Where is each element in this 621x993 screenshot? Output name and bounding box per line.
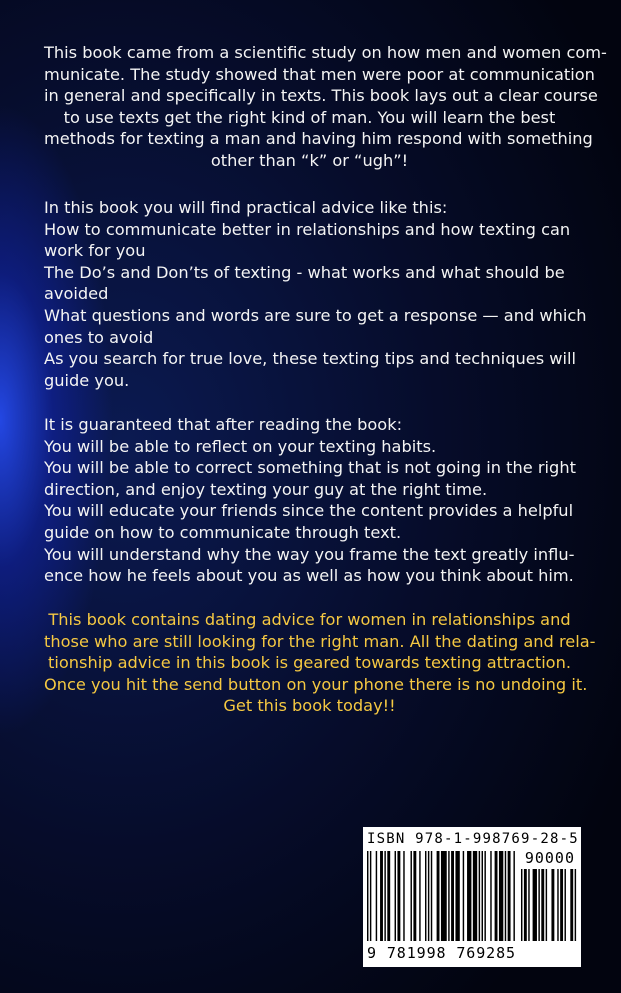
closing-line: This book contains dating advice for women in relationships and — [48, 610, 571, 629]
intro-line: municate. The study showed that men were poor at communication — [44, 64, 595, 84]
barcode-bar — [387, 851, 390, 941]
advice-item: The Do’s and Don’ts of texting - what works and what should be — [44, 262, 565, 282]
barcode-bar — [437, 851, 440, 941]
barcode-bar — [546, 869, 547, 941]
barcode-bar — [479, 851, 480, 941]
barcode-bar — [508, 851, 511, 941]
barcode-bar — [413, 851, 416, 941]
barcode-bar — [403, 851, 404, 941]
barcode-bar — [482, 851, 483, 941]
barcode-bar — [367, 851, 368, 941]
barcode-bar — [490, 851, 491, 941]
barcode-bar — [524, 869, 527, 941]
barcode-bar — [513, 851, 514, 941]
barcode-bar — [419, 851, 420, 941]
closing-line: Once you hit the send button on your phone there is no undoing it. — [44, 674, 588, 694]
barcode-bar — [428, 851, 429, 941]
barcode-bar — [384, 851, 385, 941]
barcode-bar — [463, 851, 464, 941]
barcode-bar — [570, 869, 573, 941]
barcode-bar — [431, 851, 432, 941]
barcode-bar — [455, 851, 459, 941]
barcode-bar — [528, 869, 529, 941]
barcode-bar — [370, 851, 371, 941]
closing-line: tionship advice in this book is geared towards texting attraction. — [48, 653, 571, 673]
guarantee-heading: It is guaranteed that after reading the book: — [44, 415, 403, 434]
barcode-bar — [473, 851, 477, 941]
intro-line: methods for texting a man and having him respond with something — [44, 129, 593, 149]
barcode-bar — [499, 851, 503, 941]
barcode-bar — [441, 851, 447, 941]
barcode-bar — [451, 851, 454, 941]
intro-line: other than “k” or “ugh”! — [210, 150, 409, 170]
barcode-bar — [411, 851, 412, 941]
price-code: 90000 — [524, 849, 575, 867]
barcode-bar — [557, 869, 558, 941]
barcode-bar — [541, 869, 544, 941]
price-barcode-bars — [521, 869, 577, 943]
barcode-bar — [397, 851, 400, 941]
guarantee-item: You will educate your friends since the content provides a helpful — [44, 501, 574, 521]
guarantee-item: direction, and enjoy texting your guy at the right time. — [44, 479, 488, 499]
barcode-bar — [538, 869, 539, 941]
advice-item: avoided — [44, 284, 109, 304]
intro-line: This book came from a scientific study on how men and women com- — [44, 43, 607, 62]
barcode-bar — [533, 869, 537, 941]
barcode-bar — [575, 869, 576, 941]
barcode-bar — [505, 851, 506, 941]
ean-barcode-bars — [367, 851, 517, 943]
advice-item: As you search for true love, these texting tips and techniques will — [44, 349, 577, 369]
barcode-bar — [495, 851, 498, 941]
intro-paragraph — [44, 42, 607, 172]
advice-heading: In this book you will find practical advice like this: — [44, 198, 448, 217]
intro-line: in general and specifically in texts. This book lays out a clear course — [44, 86, 598, 106]
guarantee-item: ence how he feels about you as well as how you think about him. — [44, 566, 574, 586]
advice-item: How to communicate better in relationships and how texting can — [44, 219, 571, 239]
intro-line: to use texts get the right kind of man. You will learn the best — [63, 107, 556, 127]
ean-digits: 9 781998 769285 — [367, 944, 516, 962]
barcode-bar — [560, 869, 563, 941]
closing-line: those who are still looking for the right man. All the dating and rela- — [44, 631, 596, 651]
guarantee-item: You will be able to correct something that is not going in the right — [44, 458, 576, 478]
barcode-bar — [484, 851, 485, 941]
guarantee-item: You will be able to reflect on your texting habits. — [44, 436, 437, 456]
barcode-bar — [380, 851, 383, 941]
closing-line: Get this book today!! — [223, 696, 396, 716]
advice-item: guide you. — [44, 370, 130, 390]
barcode-bar — [565, 869, 566, 941]
barcode-bar — [521, 869, 522, 941]
barcode-bar — [448, 851, 449, 941]
guarantee-item: guide on how to communicate through text. — [44, 522, 402, 542]
barcode-bar — [551, 869, 554, 941]
guarantee-section — [44, 414, 575, 587]
barcode-bar — [376, 851, 377, 941]
advice-item: ones to avoid — [44, 327, 154, 347]
isbn-barcode — [363, 827, 581, 967]
advice-section — [44, 197, 587, 391]
barcode-bar — [425, 851, 426, 941]
advice-item: What questions and words are sure to get a response — and which — [44, 305, 587, 325]
barcode-bar — [467, 851, 471, 941]
advice-item: work for you — [44, 241, 146, 261]
guarantee-item: You will understand why the way you frame the text greatly influ- — [44, 544, 575, 564]
barcode-bar — [395, 851, 396, 941]
isbn-label: ISBN 978-1-998769-28-5 — [367, 831, 579, 847]
closing-paragraph — [44, 609, 596, 717]
